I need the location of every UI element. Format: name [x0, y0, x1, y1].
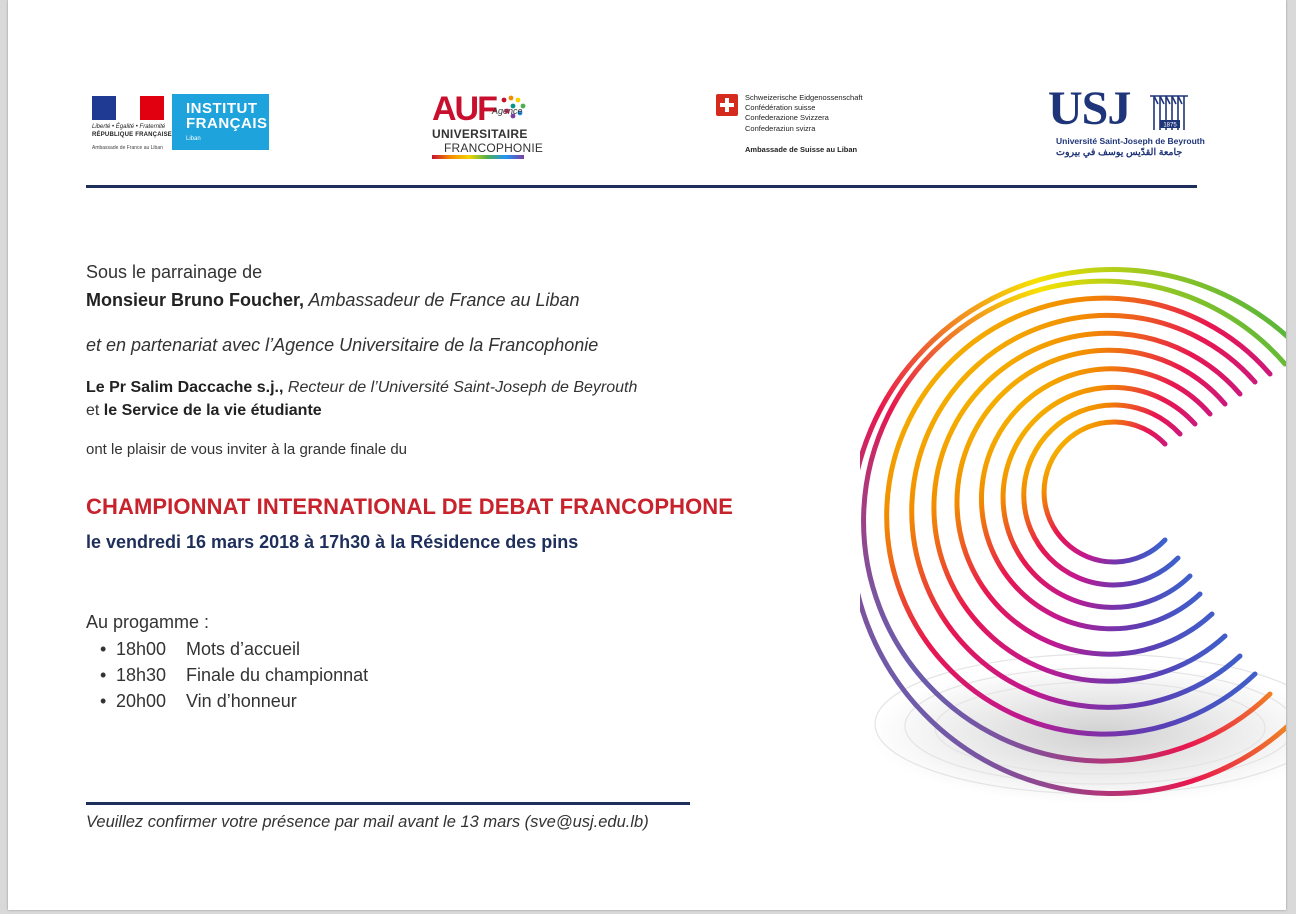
- bullet-icon: •: [100, 639, 107, 659]
- usj-name-ar: جامعة القدّيس يوسف في بيروت: [1056, 147, 1183, 158]
- if-line2: FRANÇAIS: [186, 115, 268, 132]
- usj-main: USJ: [1048, 82, 1131, 135]
- programme-time: 20h00: [116, 691, 167, 711]
- recteur-name: Le Pr Salim Daccache s.j.,: [86, 379, 284, 396]
- programme-time: 18h30: [116, 665, 167, 685]
- usj-logo: [1048, 82, 1205, 164]
- list-item: [100, 688, 368, 714]
- usj-year: 1875: [1163, 122, 1177, 129]
- spiral-ring: [1024, 405, 1180, 585]
- programme-label: Mots d’accueil: [186, 639, 301, 659]
- footer-divider: [86, 802, 690, 805]
- programme-label: Vin d’honneur: [186, 691, 297, 711]
- ch-line: Confederazione Svizzera: [745, 113, 829, 123]
- fr-motto: Liberté • Égalité • Fraternité: [92, 124, 166, 130]
- invitation-page: [8, 0, 1286, 910]
- ambassador-name: Monsieur Bruno Foucher,: [86, 290, 305, 310]
- rainbow-spiral-illustration: [860, 264, 1286, 834]
- programme-title: Au progamme :: [86, 612, 210, 632]
- partenariat-line: et en partenariat avec l’Agence Universitaire de la Francophonie: [86, 335, 599, 355]
- ambassador-line: [86, 290, 580, 311]
- auf-agence: Agence: [492, 106, 523, 116]
- if-line1: INSTITUT: [186, 100, 258, 117]
- auf-main: AUF: [432, 90, 496, 128]
- auf-logo: [432, 90, 544, 160]
- bullet-icon: •: [100, 665, 107, 685]
- republique-francaise-logo: [92, 94, 173, 152]
- recteur-line: [86, 379, 637, 397]
- programme-label: Finale du championnat: [186, 665, 369, 685]
- service-et: et: [86, 402, 104, 419]
- ch-line: Confédération suisse: [745, 103, 816, 113]
- header-divider: [86, 185, 1197, 188]
- usj-pillars-icon: [1148, 92, 1190, 132]
- usj-name-fr: Université Saint-Joseph de Beyrouth: [1056, 136, 1205, 146]
- fr-embassy: Ambassade de France au Liban: [92, 145, 163, 151]
- ch-line: Confederaziun svizra: [745, 123, 816, 133]
- ch-lines: [745, 93, 863, 134]
- fr-republic: RÉPUBLIQUE FRANÇAISE: [92, 132, 173, 138]
- institut-francais-logo: [172, 94, 269, 150]
- service-line: [86, 402, 322, 420]
- ch-embassy: Ambassade de Suisse au Liban: [745, 145, 858, 154]
- service-name: le Service de la vie étudiante: [103, 402, 322, 419]
- spiral-ring: [1044, 422, 1165, 562]
- plaisir-line: ont le plaisir de vous inviter à la grande finale du: [86, 441, 408, 458]
- auf-color-bar: [432, 155, 524, 159]
- sous-parrainage: Sous le parrainage de: [86, 262, 263, 282]
- auf-franco: FRANCOPHONIE: [444, 141, 544, 155]
- list-item: [100, 662, 368, 688]
- programme-list: [100, 636, 368, 714]
- bullet-icon: •: [100, 691, 107, 711]
- swiss-flag-icon: [716, 94, 738, 116]
- ambassador-title: Ambassadeur de France au Liban: [304, 290, 580, 310]
- french-flag-icon: [92, 96, 164, 120]
- list-item: [100, 636, 368, 662]
- programme-time: 18h00: [116, 639, 167, 659]
- suisse-logo: [716, 94, 886, 158]
- event-title: CHAMPIONNAT INTERNATIONAL DE DEBAT FRANCOPHONE: [86, 494, 734, 519]
- event-date: le vendredi 16 mars 2018 à 17h30 à la Résidence des pins: [86, 532, 579, 552]
- ch-line: Schweizerische Eidgenossenschaft: [745, 93, 863, 102]
- if-line3: Liban: [186, 136, 201, 142]
- auf-univ: UNIVERSITAIRE: [432, 127, 528, 141]
- recteur-title: Recteur de l’Université Saint-Joseph de Beyrouth: [283, 379, 638, 396]
- rsvp-line: Veuillez confirmer votre présence par mail avant le 13 mars (sve@usj.edu.lb): [86, 813, 649, 831]
